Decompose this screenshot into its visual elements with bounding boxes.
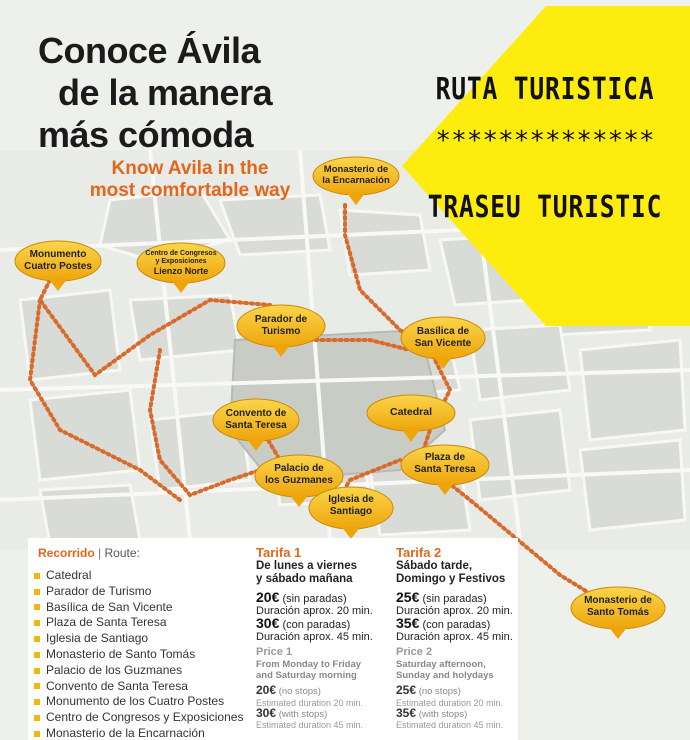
- tarifa-days: Domingo y Festivos: [396, 573, 506, 585]
- duration-with-stops: Duración aprox. 45 min.: [396, 631, 513, 643]
- route-item-label: Iglesia de Santiago: [46, 631, 149, 646]
- price-with-stops-en: [396, 705, 596, 721]
- marker-label: Basílica de: [416, 326, 470, 337]
- price-value: 25: [396, 589, 412, 605]
- marker-label: Parador de: [254, 314, 308, 325]
- tarifa-days: y sábado mañana: [256, 573, 353, 585]
- route-list: [34, 568, 243, 740]
- stops-label: (no stops): [278, 686, 321, 697]
- days-en: Saturday afternoon,: [396, 659, 486, 670]
- price-no-stops: [396, 591, 596, 605]
- marker-label: Iglesia de: [328, 494, 374, 505]
- sign-line-2: **************: [435, 126, 655, 156]
- list-item: [34, 615, 243, 631]
- heading-separator: |: [98, 546, 102, 560]
- stops-label: (con paradas): [282, 619, 351, 631]
- duration-with-stops-en: Estimated duration 45 min.: [396, 720, 504, 730]
- tarifa-days: De lunes a viernes: [256, 560, 357, 572]
- bullet-icon: [34, 652, 40, 658]
- tarifa-days: Sábado tarde,: [396, 560, 473, 572]
- list-item: [34, 679, 243, 695]
- duration-no-stops: Duración aprox. 20 min.: [256, 605, 373, 617]
- title-line-3: más cómoda: [38, 114, 254, 155]
- price-value: 35: [396, 615, 412, 631]
- pin-shape: [366, 394, 456, 444]
- currency-symbol: €: [271, 589, 280, 605]
- marker-label: Centro de Congresos: [145, 250, 217, 257]
- marker-label: San Vicente: [414, 337, 472, 349]
- marker-label: Monumento: [29, 249, 87, 260]
- duration-no-stops: Duración aprox. 20 min.: [396, 605, 513, 617]
- days-en: From Monday to Friday: [256, 659, 362, 670]
- bullet-icon: [34, 715, 40, 721]
- marker-label: Santa Teresa: [225, 419, 287, 431]
- duration-with-stops-en: Estimated duration 45 min.: [256, 720, 364, 730]
- marker-label: Monasterio de: [584, 595, 652, 606]
- list-item: [34, 568, 243, 584]
- list-item: [34, 694, 243, 710]
- days-en: Sunday and holydays: [396, 670, 494, 681]
- marker-label: Convento de: [225, 408, 287, 419]
- list-item: [34, 631, 243, 647]
- title-line-1: Conoce Ávila: [38, 30, 261, 71]
- stops-label: (sin paradas): [282, 593, 347, 605]
- bullet-icon: [34, 668, 40, 674]
- bullet-icon: [34, 683, 40, 689]
- route-item-label: Plaza de Santa Teresa: [46, 615, 167, 630]
- currency-symbol: €: [269, 705, 277, 720]
- info-panel: [28, 538, 518, 740]
- stops-label: (no stops): [418, 686, 461, 697]
- currency-symbol: €: [269, 683, 277, 697]
- sign-line-3: TRASEU TURISTIC: [427, 190, 663, 225]
- list-item: [34, 647, 243, 663]
- price-value: 30: [256, 615, 272, 631]
- list-item: [34, 584, 243, 600]
- bullet-icon: [34, 731, 40, 737]
- bullet-icon: [34, 589, 40, 595]
- route-item-label: Parador de Turismo: [46, 583, 152, 598]
- price-title-en: Price 2: [396, 646, 433, 658]
- marker-label: Palacio de: [274, 463, 324, 474]
- price-title-en: Price 1: [256, 646, 293, 658]
- currency-symbol: €: [409, 683, 417, 697]
- route-item-label: Convento de Santa Teresa: [46, 678, 188, 693]
- marker-cuatro-postes[interactable]: [14, 240, 102, 292]
- tarifa-2: [396, 546, 596, 730]
- currency-symbol: €: [411, 615, 420, 631]
- price-value: 35: [396, 705, 410, 720]
- marker-label: Santa Teresa: [414, 463, 476, 475]
- route-label: Route:: [104, 546, 140, 560]
- route-item-label: Basílica de San Vicente: [46, 599, 173, 614]
- route-item-label: Catedral: [46, 568, 92, 582]
- subtitle-line-1: Know Avila in the: [111, 158, 269, 179]
- marker-label: Monasterio de: [323, 164, 389, 175]
- route-heading: [38, 546, 140, 560]
- marker-label: Turismo: [261, 325, 301, 337]
- marker-san-vicente[interactable]: [400, 316, 486, 370]
- marker-label: Cuatro Postes: [24, 260, 92, 272]
- stops-label: (con paradas): [422, 619, 491, 631]
- marker-label: la Encarnación: [322, 175, 390, 186]
- marker-lienzo-norte[interactable]: [136, 242, 226, 294]
- tarifa-title: Tarifa 2: [396, 545, 442, 560]
- duration-with-stops: Duración aprox. 45 min.: [256, 631, 373, 643]
- route-item-label: Monasterio de la Encarnación: [46, 725, 205, 740]
- marker-santiago[interactable]: [308, 486, 394, 540]
- route-item-label: Monumento de los Cuatro Postes: [46, 694, 225, 709]
- marker-parador[interactable]: [236, 304, 326, 358]
- price-value: 25: [396, 683, 410, 697]
- bullet-icon: [34, 604, 40, 610]
- stops-label: (sin paradas): [422, 593, 487, 605]
- marker-encarnacion[interactable]: [312, 156, 400, 206]
- days-en: and Saturday morning: [256, 670, 357, 681]
- sign-line-1: RUTA TURISTICA: [435, 72, 655, 107]
- title-line-2: de la manera: [58, 72, 273, 113]
- marker-label: y Exposiciones: [155, 258, 207, 265]
- marker-label: Santo Tomás: [586, 606, 650, 618]
- marker-catedral[interactable]: [366, 394, 456, 444]
- route-item-label: Centro de Congresos y Exposiciones: [46, 710, 244, 725]
- marker-plaza-santa-teresa[interactable]: [400, 444, 490, 496]
- list-item: [34, 710, 243, 726]
- price-value: 30: [256, 705, 270, 720]
- marker-label: Catedral: [389, 406, 432, 418]
- duration-no-stops-en: Estimated duration 20 min.: [396, 697, 504, 708]
- subtitle-line-2: most comfortable way: [89, 180, 291, 201]
- marker-label: los Guzmanes: [265, 474, 333, 486]
- price-no-stops-en: [396, 685, 596, 698]
- tarifa-title: Tarifa 1: [256, 545, 302, 560]
- price-value: 20: [256, 589, 272, 605]
- list-item: [34, 600, 243, 616]
- bullet-icon: [34, 699, 40, 705]
- marker-label: Santiago: [329, 505, 373, 517]
- list-item: [34, 663, 243, 679]
- currency-symbol: €: [411, 589, 420, 605]
- currency-symbol: €: [409, 705, 417, 720]
- bullet-icon: [34, 573, 40, 579]
- stops-label: (with stops): [418, 708, 468, 720]
- currency-symbol: €: [271, 615, 280, 631]
- marker-label: Lienzo Norte: [153, 266, 209, 276]
- duration-no-stops-en: Estimated duration 20 min.: [256, 697, 364, 708]
- route-item-label: Palacio de los Guzmanes: [46, 662, 183, 677]
- recorrido-label: Recorrido: [38, 546, 95, 560]
- route-item-label: Monasterio de Santo Tomás: [46, 646, 196, 661]
- price-with-stops: [396, 617, 596, 631]
- stops-label: (with stops): [278, 708, 328, 720]
- marker-label: Plaza de: [424, 452, 466, 463]
- list-item: [34, 726, 243, 740]
- marker-convento-santa-teresa[interactable]: [212, 398, 300, 452]
- bullet-icon: [34, 636, 40, 642]
- price-value: 20: [256, 683, 270, 697]
- bullet-icon: [34, 620, 40, 626]
